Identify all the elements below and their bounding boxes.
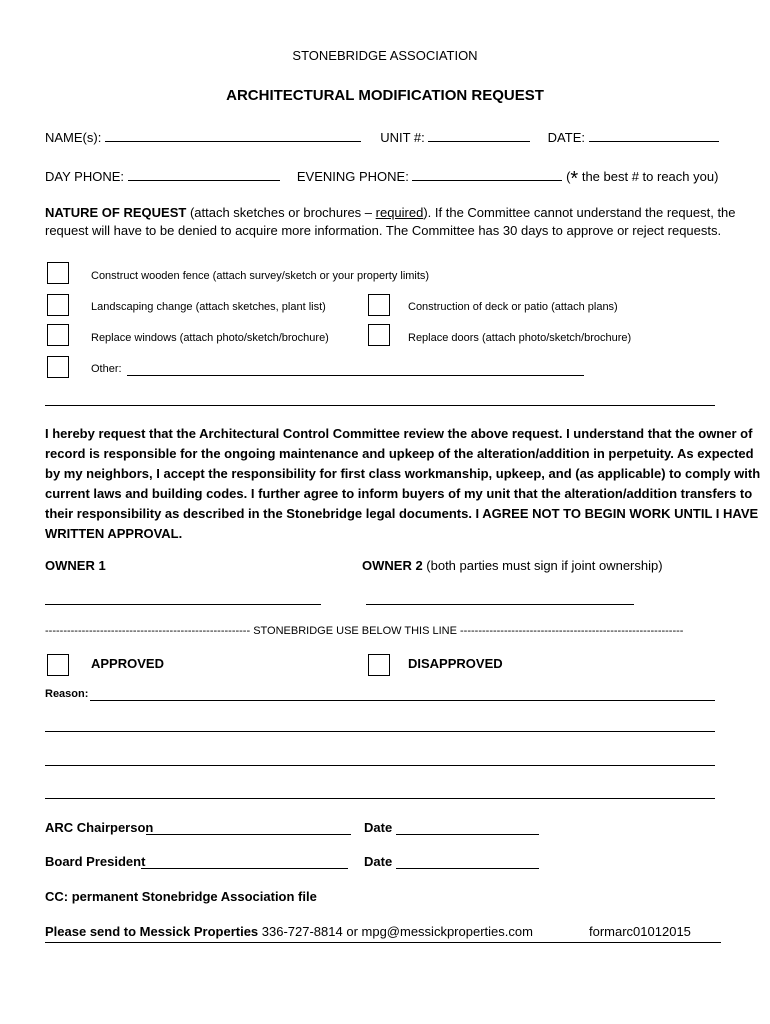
statement-line-3: by my neighbors, I accept the responsibility for first class workmanship, upkeep, and (as applicable) to comply with (45, 466, 761, 481)
nature-line-1: NATURE OF REQUEST (attach sketches or brochures – required). If the Committee cannot understand the request, the (45, 205, 736, 220)
arc-chair-date-label: Date (364, 820, 393, 835)
cc-note: CC: permanent Stonebridge Association file (45, 889, 317, 904)
office-use-divider-text: STONEBRIDGE USE BELOW THIS LINE (250, 625, 461, 637)
board-president-date-label: Date (364, 854, 393, 869)
owner2-signature-line[interactable] (366, 604, 634, 605)
unit-label: UNIT #: (380, 130, 425, 145)
deck-checkbox[interactable] (368, 294, 390, 316)
form-code: formarc01012015 (589, 924, 691, 939)
send-instructions (45, 924, 533, 939)
day-phone-field[interactable] (128, 168, 280, 181)
date-label: DATE: (547, 130, 585, 145)
fence-label: Construct wooden fence (attach survey/sketch or your property limits) (91, 270, 430, 282)
landscaping-checkbox[interactable] (47, 294, 69, 316)
office-use-divider: -------------------------------------------------------- STONEBRIDGE USE BELOW THIS LINE ------------------------------------------------------------- (45, 625, 684, 637)
names-label: NAME(s): (45, 130, 102, 145)
reason-line-2[interactable] (45, 731, 715, 732)
approved-checkbox[interactable] (47, 654, 69, 676)
form-title: ARCHITECTURAL MODIFICATION REQUEST (226, 87, 544, 104)
date-field[interactable] (589, 129, 719, 142)
org-name: STONEBRIDGE ASSOCIATION (292, 48, 478, 63)
approved-label: APPROVED (91, 656, 164, 671)
board-president-label: Board President (45, 854, 146, 869)
reason-label: Reason: (45, 688, 89, 700)
names-field[interactable] (105, 129, 361, 142)
doors-checkbox[interactable] (368, 324, 390, 346)
other-label: Other: (91, 363, 122, 375)
fence-checkbox[interactable] (47, 262, 69, 284)
board-president-signature-line[interactable] (141, 868, 348, 869)
reason-line-3[interactable] (45, 765, 715, 766)
statement-line-1: I hereby request that the Architectural Control Committee review the above request. I understand that the owner of (45, 426, 753, 441)
owner2-label: OWNER 2 (362, 558, 423, 573)
disapproved-checkbox[interactable] (368, 654, 390, 676)
send-to-label: Please send to Messick Properties (45, 924, 259, 939)
nature-heading: NATURE OF REQUEST (45, 205, 187, 220)
asterisk-icon: * (570, 168, 579, 190)
owner1-signature-line[interactable] (45, 604, 321, 605)
other-field-continued[interactable] (45, 405, 715, 406)
windows-checkbox[interactable] (47, 324, 69, 346)
phones-row (45, 168, 718, 191)
statement-line-2: record is responsible for the ongoing maintenance and upkeep of the alteration/addition in perpetuity. As expected (45, 446, 754, 461)
names-row (45, 129, 719, 145)
landscaping-label: Landscaping change (attach sketches, plant list) (91, 301, 326, 313)
windows-label: Replace windows (attach photo/sketch/brochure) (91, 332, 329, 344)
footer-rule (45, 942, 721, 943)
evening-phone-field[interactable] (412, 168, 562, 181)
best-number-note: (* the best # to reach you) (566, 168, 719, 190)
other-checkbox[interactable] (47, 356, 69, 378)
reason-line-4[interactable] (45, 798, 715, 799)
nature-line-2: request will have to be denied to acquire more information. The Committee has 30 days to approve or reject requests. (45, 223, 722, 238)
arc-chair-label: ARC Chairperson (45, 820, 154, 835)
send-contact: 336-727-8814 or mpg@messickproperties.com (258, 924, 533, 939)
board-president-date-line[interactable] (396, 868, 539, 869)
deck-label: Construction of deck or patio (attach plans) (408, 301, 618, 313)
statement-line-6: WRITTEN APPROVAL. (45, 526, 183, 541)
owner2-heading (362, 558, 663, 573)
evening-phone-label: EVENING PHONE: (296, 169, 409, 184)
statement-line-4: current laws and building codes. I further agree to inform buyers of my unit that the alteration/addition transfers to (45, 486, 753, 501)
owner1-label: OWNER 1 (45, 558, 106, 573)
unit-field[interactable] (428, 129, 530, 142)
doors-label: Replace doors (attach photo/sketch/brochure) (408, 332, 632, 344)
arc-chair-signature-line[interactable] (146, 834, 351, 835)
arc-chair-date-line[interactable] (396, 834, 539, 835)
disapproved-label: DISAPPROVED (408, 656, 503, 671)
day-phone-label: DAY PHONE: (45, 169, 124, 184)
owner2-note: (both parties must sign if joint ownership) (422, 558, 663, 573)
other-field[interactable] (127, 375, 584, 376)
required-text: required (375, 205, 424, 220)
reason-line-1[interactable] (90, 700, 715, 701)
statement-line-5: their responsibility as described in the Stonebridge legal documents. I AGREE NOT TO BEGIN WORK UNTIL I HAVE (45, 506, 759, 521)
